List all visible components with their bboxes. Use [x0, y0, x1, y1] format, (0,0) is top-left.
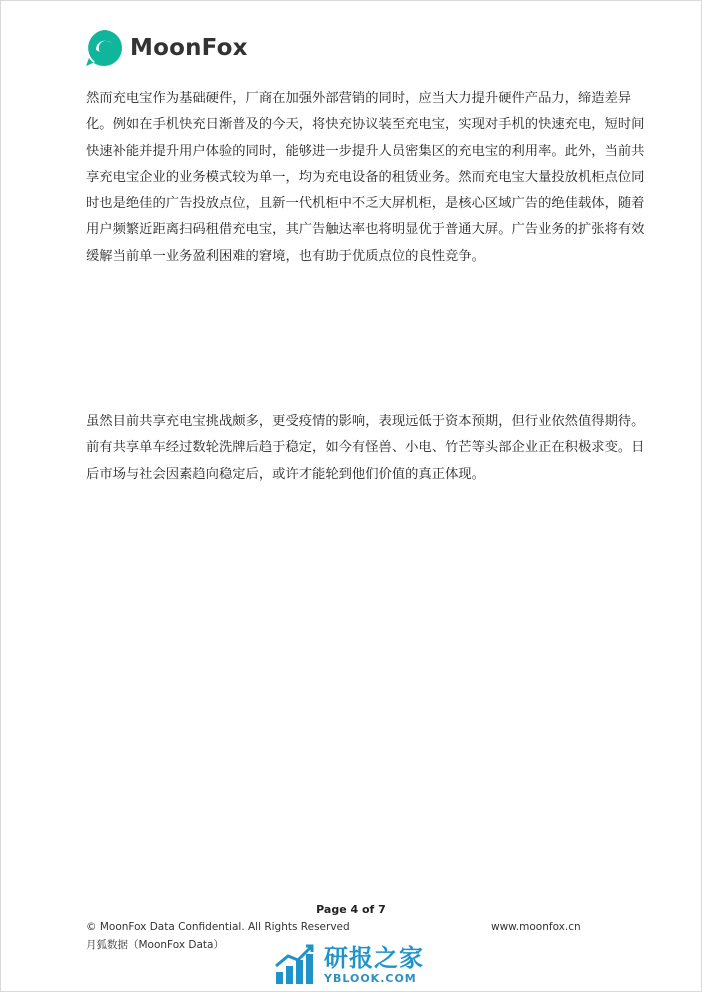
website-link[interactable]: www.moonfox.cn — [491, 921, 581, 933]
moonfox-logo — [84, 28, 248, 68]
page-number: Page 4 of 7 — [316, 903, 386, 916]
paragraph-line: 用户频繁近距离扫码租借充电宝，其广告触达率也将明显优于普通大屏。广告业务的扩张将有效 — [86, 222, 645, 238]
paragraph-line: 后市场与社会因素趋向稳定后，或许才能轮到他们价值的真正体现。 — [86, 466, 485, 482]
paragraph-line: 然而充电宝作为基础硬件，厂商在加强外部营销的同时，应当大力提升硬件产品力，缔造差异 — [86, 91, 632, 106]
bar-chart-icon — [272, 942, 318, 988]
brand-name: MoonFox — [130, 35, 248, 61]
confidential-notice: © MoonFox Data Confidential. All Rights Reserved — [86, 921, 350, 933]
paragraph-line: 前有共享单车经过数轮洗牌后趋于稳定，如今有怪兽、小电、竹芒等头部企业正在积极求变。日 — [86, 440, 645, 456]
paragraph-line: 缓解当前单一业务盈利困难的窘境，也有助于优质点位的良性竞争。 — [86, 248, 485, 264]
watermark-en: YBLOOK.COM — [324, 972, 417, 985]
paragraph-2 — [86, 409, 645, 488]
watermark — [272, 940, 424, 990]
paragraph-line: 时也是绝佳的广告投放点位，且新一代机柜中不乏大屏机柜，是核心区域广告的绝佳载体，随着 — [86, 196, 645, 212]
watermark-cn: 研报之家 — [324, 944, 424, 972]
moonfox-logo-icon — [84, 28, 124, 68]
paragraph-line: 化。例如在手机快充日渐普及的今天，将快充协议装至充电宝，实现对手机的快速充电，短时间 — [86, 117, 645, 133]
paragraph-1 — [86, 86, 645, 270]
paragraph-line: 虽然目前共享充电宝挑战颇多，更受疫情的影响，表现远低于资本预期，但行业依然值得期待。 — [86, 414, 645, 429]
company-name: 月狐数据（MoonFox Data） — [86, 939, 224, 951]
paragraph-line: 快速补能并提升用户体验的同时，能够进一步提升人员密集区的充电宝的利用率。此外，当前共 — [86, 143, 645, 159]
paragraph-line: 享充电宝企业的业务模式较为单一，均为充电设备的租赁业务。然而充电宝大量投放机柜点位同 — [86, 169, 645, 185]
